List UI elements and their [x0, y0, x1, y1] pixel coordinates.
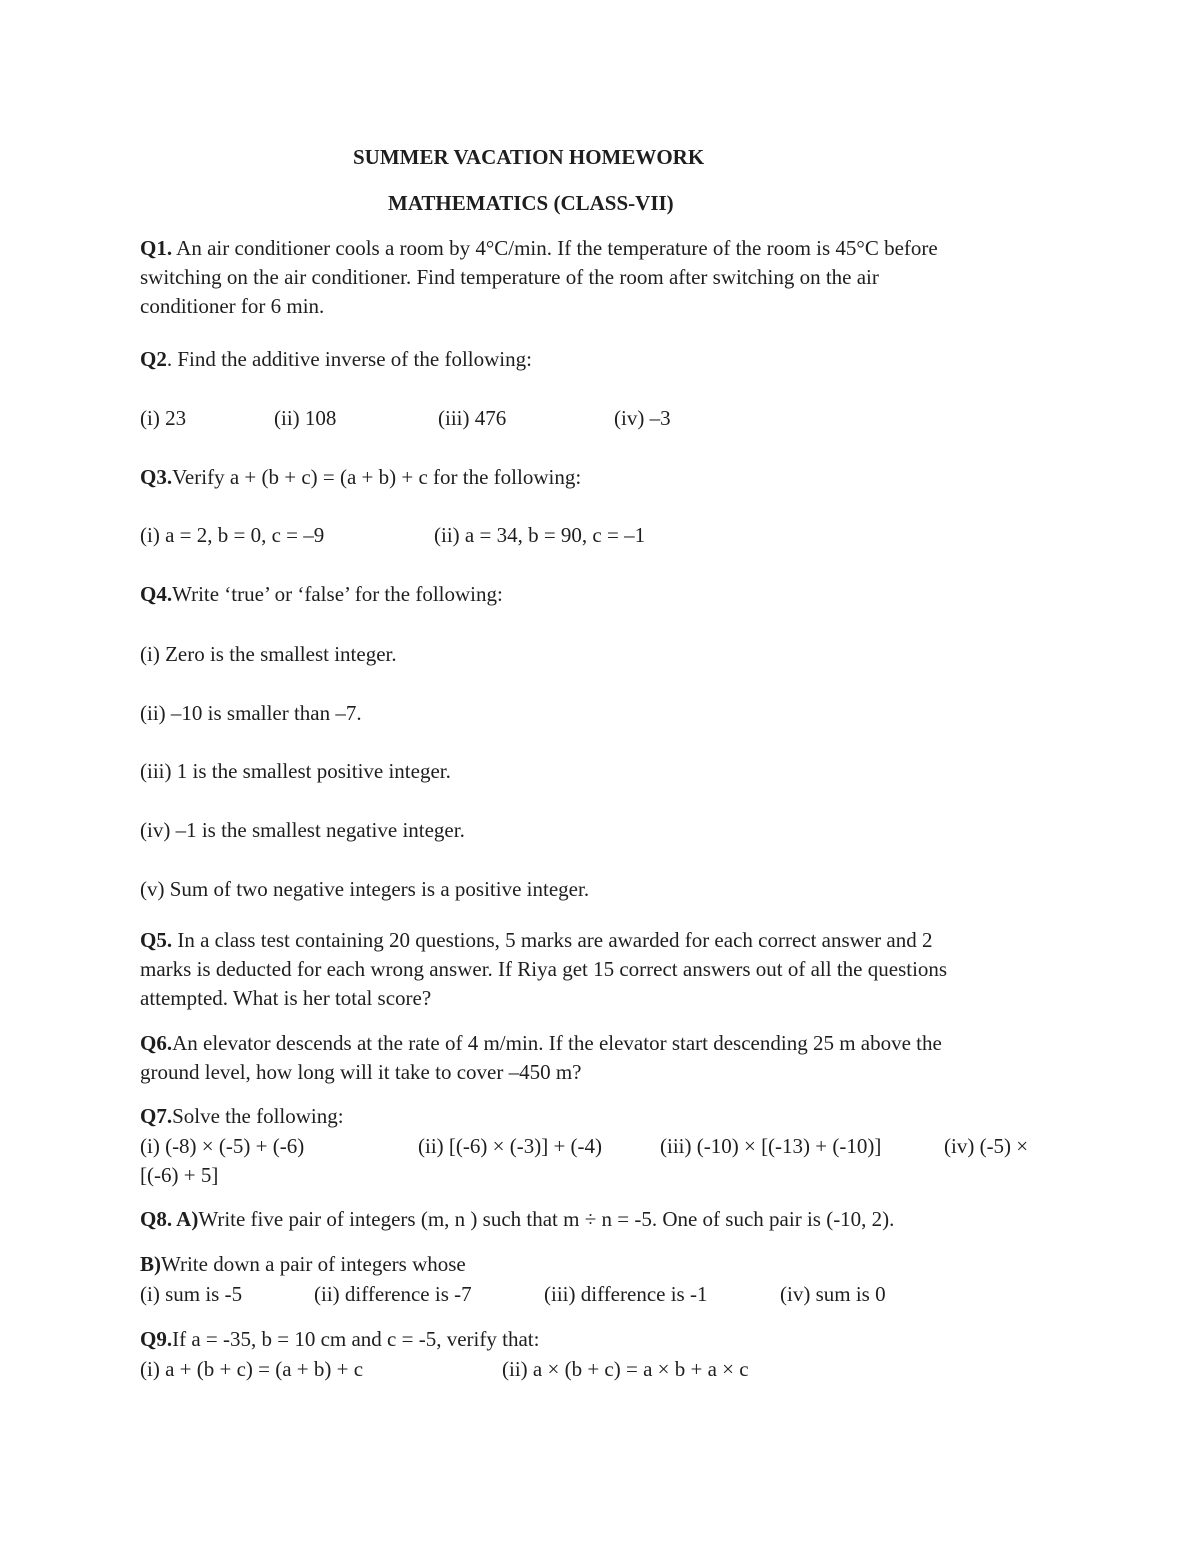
page-subtitle: MATHEMATICS (CLASS-VII)	[388, 191, 674, 215]
q1-line-3: conditioner for 6 min.	[140, 294, 325, 318]
q9-label: Q9.	[140, 1327, 173, 1351]
q7-label: Q7.	[140, 1104, 173, 1128]
q8-label: Q8.	[140, 1207, 173, 1231]
q4-item: (iii) 1 is the smallest positive integer.	[140, 759, 451, 783]
q2-label: Q2	[140, 347, 167, 371]
q2-option: (i) 23	[140, 406, 187, 430]
q1-line-2: switching on the air conditioner. Find temperature of the room after switching on the air	[140, 265, 879, 289]
q7-option-continuation: [(-6) + 5]	[140, 1163, 219, 1187]
q7-option: (iv) (-5) ×	[944, 1134, 1029, 1158]
q6-line-1: Q6.An elevator descends at the rate of 4 m/min. If the elevator start descending 25 m above the	[140, 1031, 942, 1055]
q5-line-3: attempted. What is her total score?	[140, 986, 432, 1010]
q3-question: Q3.Verify a + (b + c) = (a + b) + c for the following:	[140, 465, 582, 489]
q4-item: (i) Zero is the smallest integer.	[140, 642, 397, 666]
q3-option: (i) a = 2, b = 0, c = –9	[140, 523, 325, 547]
q8-option: (iv) sum is 0	[780, 1282, 886, 1306]
q1-label: Q1.	[140, 236, 173, 260]
q7-option: (i) (-8) × (-5) + (-6)	[140, 1134, 305, 1158]
q5-label: Q5.	[140, 928, 173, 952]
q2-option: (iv) –3	[614, 406, 671, 430]
q3-label: Q3.	[140, 465, 173, 489]
q2-option: (ii) 108	[274, 406, 337, 430]
page-title: SUMMER VACATION HOMEWORK	[353, 145, 705, 169]
q8-part-b-label: B)	[140, 1252, 161, 1276]
q8-part-b: B)Write down a pair of integers whose	[140, 1252, 466, 1276]
q1-line-1: Q1. An air conditioner cools a room by 4°C/min. If the temperature of the room is 45°C before	[140, 236, 938, 260]
q4-label: Q4.	[140, 582, 173, 606]
q5-line-1: Q5. In a class test containing 20 questions, 5 marks are awarded for each correct answer and 2	[140, 928, 933, 952]
q6-line-2: ground level, how long will it take to cover –450 m?	[140, 1060, 582, 1084]
q4-item: (iv) –1 is the smallest negative integer.	[140, 818, 465, 842]
q8-part-a: Q8. A)Write five pair of integers (m, n ) such that m ÷ n = -5. One of such pair is (-10, 2).	[140, 1207, 895, 1231]
q6-label: Q6.	[140, 1031, 173, 1055]
q8-option: (ii) difference is -7	[314, 1282, 472, 1306]
q9-option: (ii) a × (b + c) = a × b + a × c	[502, 1357, 749, 1381]
q8-part-a-label: A)	[172, 1207, 199, 1231]
q4-item: (v) Sum of two negative integers is a positive integer.	[140, 877, 590, 901]
q8-option: (i) sum is -5	[140, 1282, 243, 1306]
q4-question: Q4.Write ‘true’ or ‘false’ for the following:	[140, 582, 503, 606]
q2-question: Q2. Find the additive inverse of the following:	[140, 347, 532, 371]
q9-question: Q9.If a = -35, b = 10 cm and c = -5, verify that:	[140, 1327, 540, 1351]
q3-option: (ii) a = 34, b = 90, c = –1	[434, 523, 646, 547]
q7-option: (iii) (-10) × [(-13) + (-10)]	[660, 1134, 882, 1158]
q8-option: (iii) difference is -1	[544, 1282, 708, 1306]
q4-item: (ii) –10 is smaller than –7.	[140, 701, 362, 725]
q2-option: (iii) 476	[438, 406, 507, 430]
q9-option: (i) a + (b + c) = (a + b) + c	[140, 1357, 364, 1381]
q7-question: Q7.Solve the following:	[140, 1104, 344, 1128]
q7-option: (ii) [(-6) × (-3)] + (-4)	[418, 1134, 603, 1158]
q5-line-2: marks is deducted for each wrong answer. If Riya get 15 correct answers out of all the questions	[140, 957, 948, 981]
